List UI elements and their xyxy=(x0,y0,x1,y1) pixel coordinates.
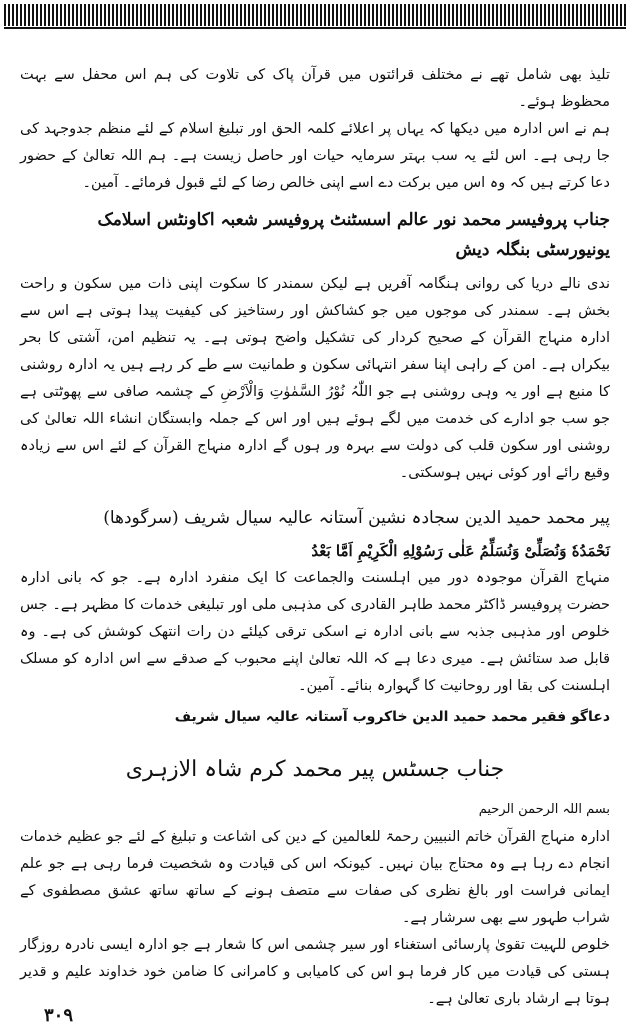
paragraph: ادارہ منہاج القرآن خاتم النبیین رحمۃ للعالمین کے دین کی اشاعت و تبلیغ کے لئے جو عظیم خدمات انجام دے رہا ہے وہ محتاج بیان نہیں۔ کیونکہ اس کی قیادت وہ شخصیت فرما رہی ہے جو علم ایمانی فراست اور بالغ نظری کی صفات سے متصف ہونے کے ساتھ ساتھ عشق مصطفوی کے شراب طہور سے بھی سرشار ہے۔ xyxy=(20,829,610,926)
section-heading-large: جناب جسٹس پیر محمد کرم شاہ الازہری xyxy=(125,757,505,782)
paragraph: خلوص للہیت تقویٰ پارسائی استغناء اور سیر چشمی اس کا شعار ہے جو ادارہ ایسی نادرہ روزگار ہستی کی قیادت میں کار فرما ہو اس کی کامیابی و کامرانی کا ضامن خود خداوند علیم و قدیر ہوتا ہے ارشاد باری تعالیٰ ہے۔ xyxy=(20,937,610,1007)
calligraphic-heading: پیر محمد حمید الدین سجادہ نشین آستانہ عالیہ سیال شریف (سرگودھا) xyxy=(103,508,610,528)
bismillah-line: بسم اللہ الرحمن الرحیم xyxy=(478,802,610,817)
paragraph: تلیذ بھی شامل تھے نے مختلف قرائتوں میں قرآن پاک کی تلاوت کی ہم اس محفل سے بہت محظوظ ہوئے۔ xyxy=(20,67,610,110)
paragraph: ہم نے اس ادارہ میں دیکھا کہ یہاں پر اعلائے کلمہ الحق اور تبلیغ اسلام کے لئے منظم جدوجہد کی جا رہی ہے۔ اس لئے یہ سب بہتر سرمایہ حیات اور حاصل زیست ہے۔ ہم اللہ تعالیٰ کے حضور دعا کرتے ہیں کہ وہ اس میں برکت دے اسے اپنی خالص رضا کے لئے قبول فرمائے۔ آمین۔ xyxy=(20,121,610,191)
signoff-line: دعاگو فقیر محمد حمید الدین خاکروب آستانہ عالیہ سیال شریف xyxy=(174,709,610,725)
page-number: ۳۰۹ xyxy=(44,1005,74,1026)
paragraph: منہاج القرآن موجودہ دور میں اہلسنت والجماعت کا ایک منفرد ادارہ ہے۔ جو کہ بانی ادارہ حضرت پروفیسر ڈاکٹر محمد طاہر القادری کی مذہبی ملی اور تبلیغی خدمات کا مظہر ہے۔ جس خلوص اور مذہبی جذبہ سے بانی ادارہ نے اسکی ترقی کیلئے دن رات انتھک کوشش کی ہے۔ وہ قابل صد ستائش ہے۔ میری دعا ہے کہ اللہ تعالیٰ اپنے محبوب کے صدقے سے اس ادارہ کو مسلک اہلسنت کی بقا اور روحانیت کا گہوارہ بنائے۔ آمین۔ xyxy=(20,570,610,694)
paragraph: ندی نالے دریا کی روانی ہنگامہ آفریں ہے لیکن سمندر کا سکوت اپنی ذات میں سکون و راحت بخش ہے۔ سمندر کی موجوں میں جو کشاکش اور رستاخیز کی کیفیت پیدا ہوتی ہے اس سے ادارہ منہاج القرآن کے صحیح کردار کی تشکیل واضح ہوتی ہے۔ یہ تنظیم امن، آشتی کا بحر بیکراں ہے۔ امن کے راہی اپنا سفر انتہائی سکون و طمانیت سے طے کر رہے ہیں یہ ادارہ روشنی کا منبع ہے اور یہ وہی روشنی ہے جو اللّٰہُ نُوْرُ السَّمٰوٰتِ وَالْاَرْضِ کے چشمہ صافی سے پھوٹتی ہے جو سب جو ادارے کی خدمت میں لگے ہوئے ہیں اور اس کے جملہ وابستگان انشاء اللہ تعالیٰ کی روشنی اور سکون قلب کی دولت سے بہرہ ور ہوں گے ادارہ منہاج القرآن کے لئے اس سے زیادہ وقیع رائے اور کوئی نہیں ہوسکتی۔ xyxy=(20,276,610,481)
section-heading: جناب پروفیسر محمد نور عالم اسسٹنٹ پروفیسر شعبہ اکاونٹس اسلامک یونیورسٹی بنگلہ دیش xyxy=(97,210,610,260)
document-page xyxy=(20,62,610,1007)
arabic-invocation: نَحْمَدُهٗ وَنُصَلِّیْ وَنُسَلِّمُ عَلٰی رَسُوْلِهِ الْكَرِیْمِ اَمَّا بَعْدُ xyxy=(311,542,610,560)
decorative-top-border xyxy=(4,4,626,26)
